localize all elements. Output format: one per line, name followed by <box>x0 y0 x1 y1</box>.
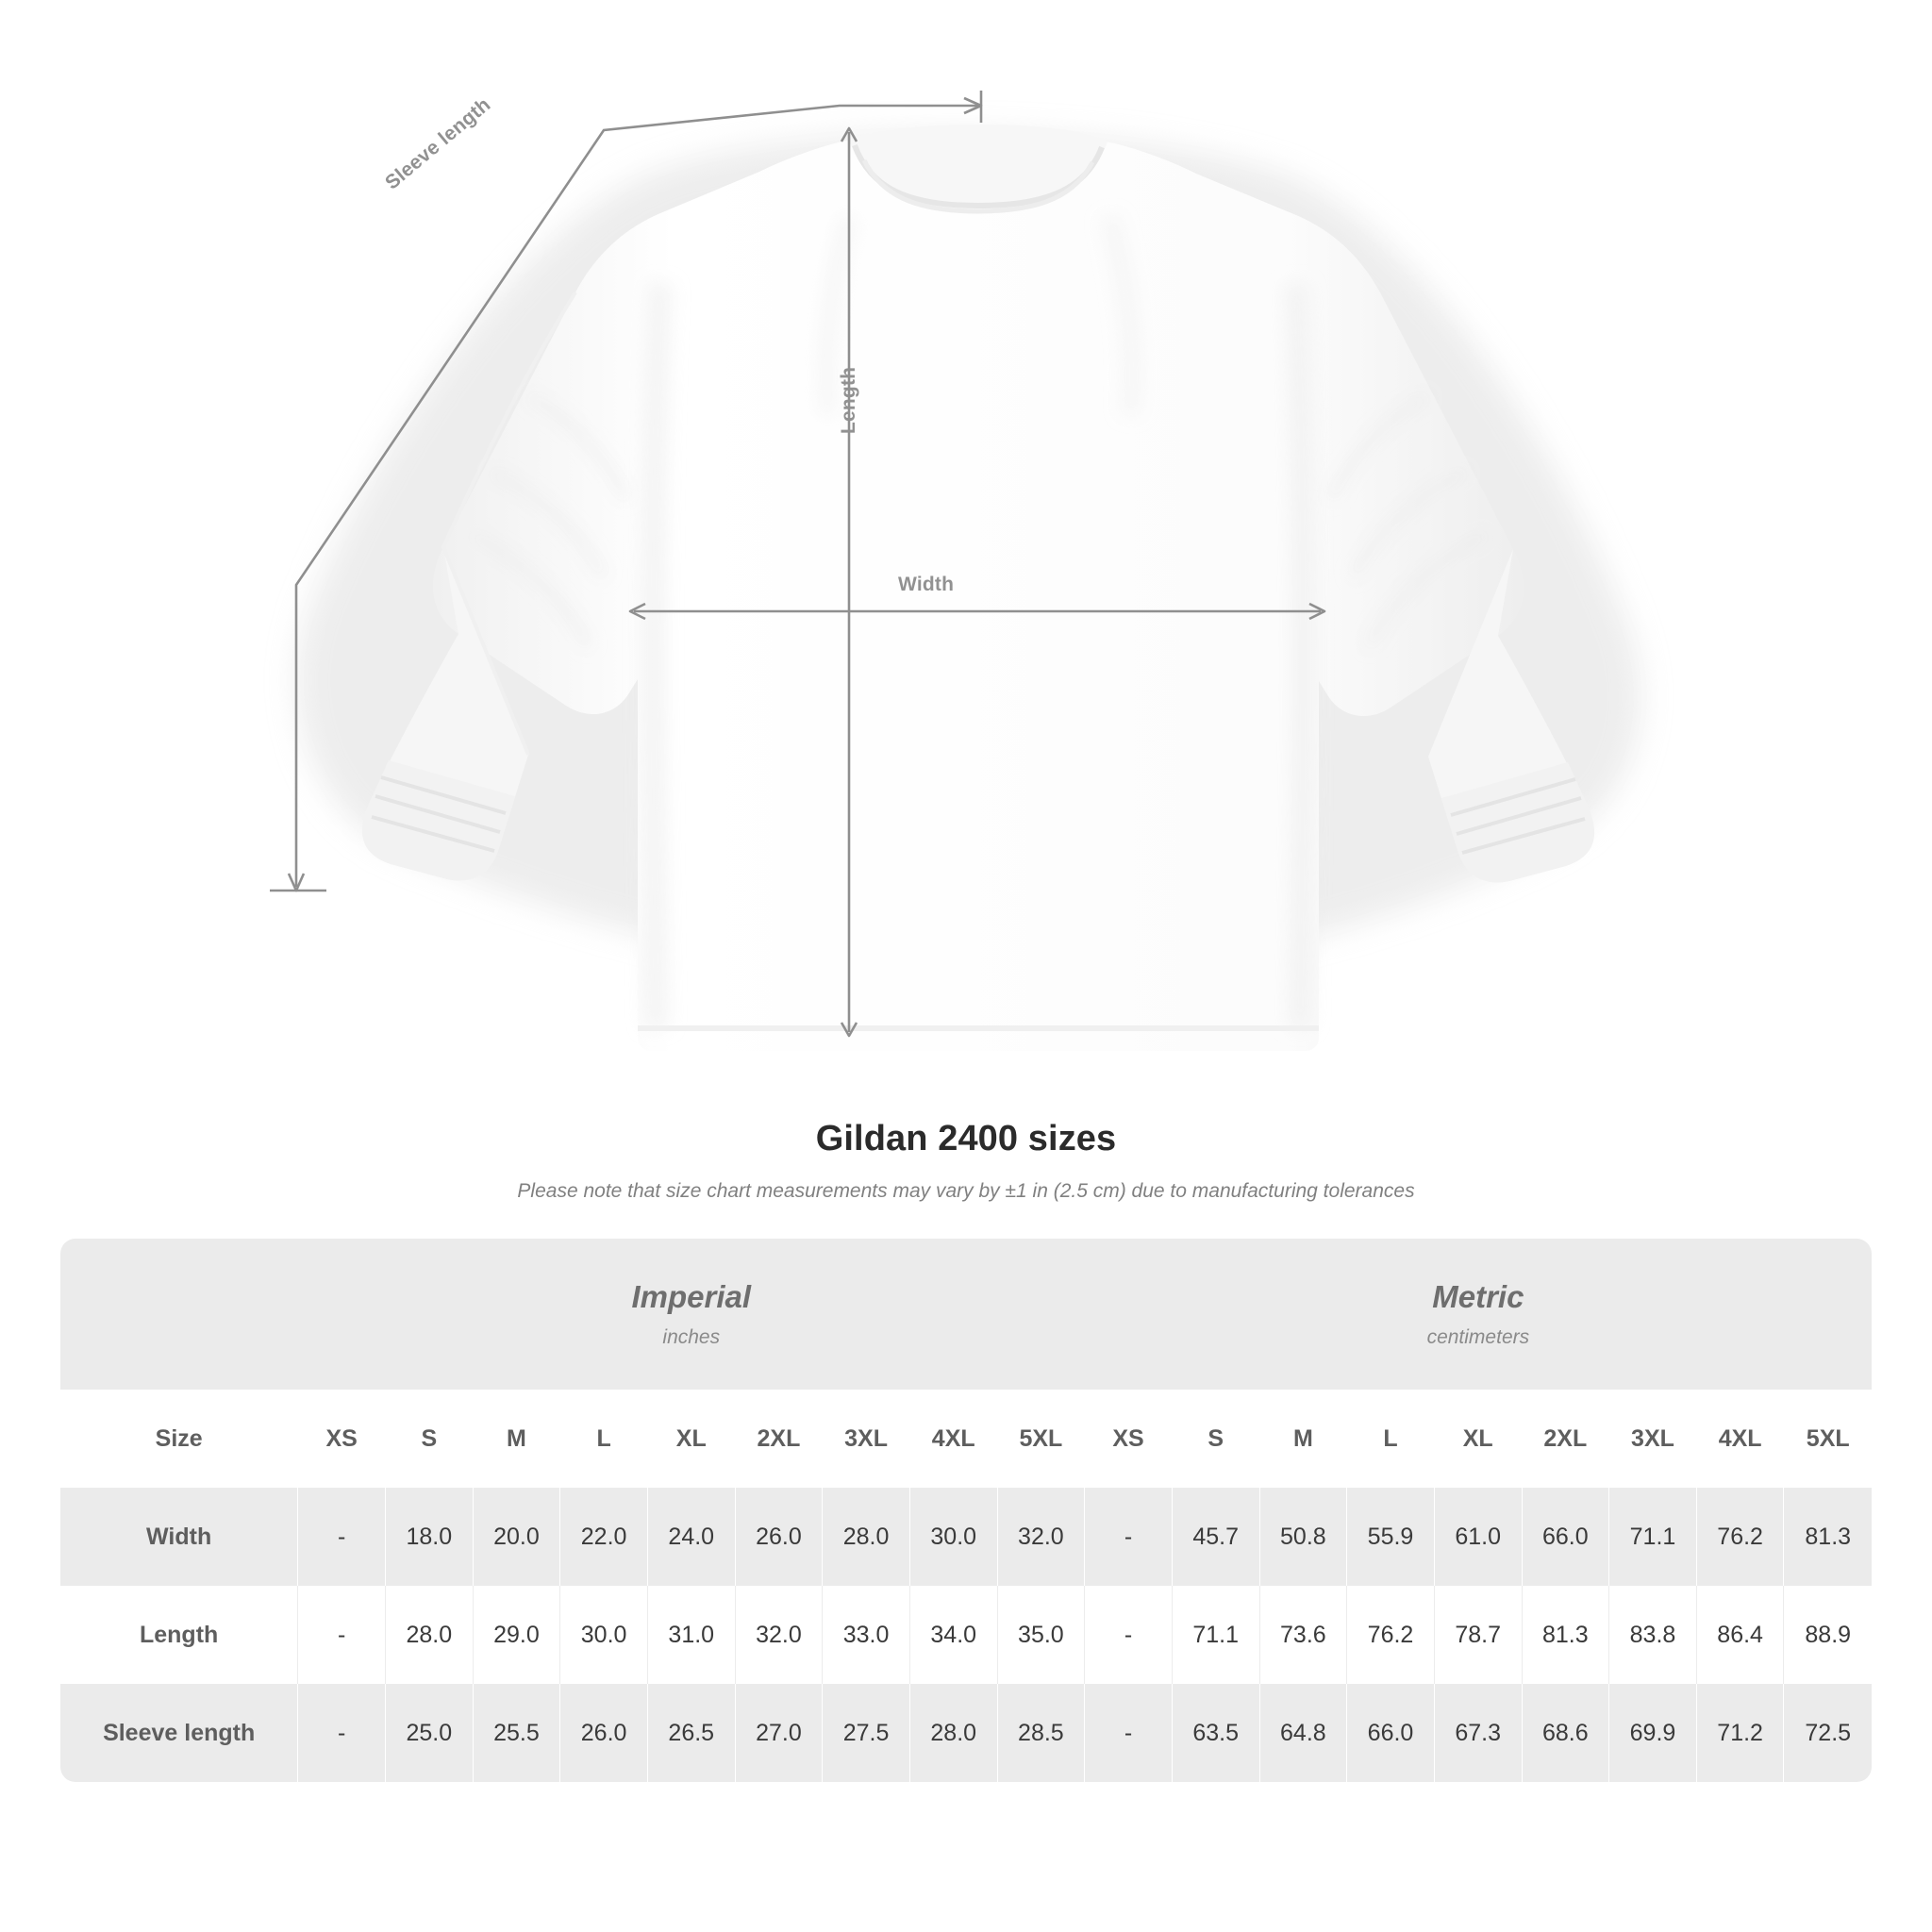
page-title: Gildan 2400 sizes <box>815 1119 1117 1158</box>
size-header-imperial-s: S <box>385 1390 473 1488</box>
length-dimension-label: Length <box>838 366 859 434</box>
width-imperial-s: 18.0 <box>385 1488 473 1586</box>
sleeve-metric-2xl: 68.6 <box>1522 1684 1609 1782</box>
system-header-row <box>60 1239 1872 1390</box>
sleeve-metric-xl: 67.3 <box>1434 1684 1522 1782</box>
system-imperial-unit: inches <box>662 1326 721 1348</box>
length-imperial-xl: 31.0 <box>647 1586 735 1684</box>
length-metric-m: 73.6 <box>1259 1586 1347 1684</box>
page-subtitle: Please note that size chart measurements may vary by ±1 in (2.5 cm) due to manufacturing tolerances <box>517 1180 1415 1202</box>
sleeve-imperial-2xl: 27.0 <box>735 1684 823 1782</box>
width-imperial-xl: 24.0 <box>647 1488 735 1586</box>
length-metric-5xl: 88.9 <box>1784 1586 1872 1684</box>
size-header-imperial-4xl: 4XL <box>909 1390 997 1488</box>
system-imperial-name: Imperial <box>631 1279 752 1314</box>
length-metric-s: 71.1 <box>1172 1586 1259 1684</box>
system-metric <box>1085 1239 1872 1390</box>
sleeve-metric-m: 64.8 <box>1259 1684 1347 1782</box>
length-imperial-5xl: 35.0 <box>997 1586 1085 1684</box>
width-metric-l: 55.9 <box>1347 1488 1435 1586</box>
size-header-imperial-xl: XL <box>647 1390 735 1488</box>
sleeve-imperial-xs: - <box>298 1684 386 1782</box>
sleeve-imperial-s: 25.0 <box>385 1684 473 1782</box>
width-imperial-5xl: 32.0 <box>997 1488 1085 1586</box>
length-metric-l: 76.2 <box>1347 1586 1435 1684</box>
size-header-metric-4xl: 4XL <box>1696 1390 1784 1488</box>
size-header-metric-2xl: 2XL <box>1522 1390 1609 1488</box>
sleeve-imperial-5xl: 28.5 <box>997 1684 1085 1782</box>
length-metric-2xl: 81.3 <box>1522 1586 1609 1684</box>
size-header-metric-m: M <box>1259 1390 1347 1488</box>
sleeve-metric-4xl: 71.2 <box>1696 1684 1784 1782</box>
sleeve-length-dimension-label: Sleeve length <box>381 93 495 194</box>
size-header-row <box>60 1390 1872 1488</box>
table-row <box>60 1586 1872 1684</box>
size-header-metric-xl: XL <box>1434 1390 1522 1488</box>
length-imperial-xs: - <box>298 1586 386 1684</box>
system-header-spacer <box>60 1239 298 1390</box>
sleeve-metric-xs: - <box>1085 1684 1173 1782</box>
size-header-imperial-xs: XS <box>298 1390 386 1488</box>
size-header-metric-3xl: 3XL <box>1609 1390 1697 1488</box>
sleeve-metric-3xl: 69.9 <box>1609 1684 1697 1782</box>
size-header-metric-xs: XS <box>1085 1390 1173 1488</box>
width-metric-s: 45.7 <box>1172 1488 1259 1586</box>
width-imperial-xs: - <box>298 1488 386 1586</box>
row-label-length: Length <box>139 1621 219 1648</box>
sleeve-imperial-xl: 26.5 <box>647 1684 735 1782</box>
size-header-metric-l: L <box>1347 1390 1435 1488</box>
width-imperial-l: 22.0 <box>560 1488 648 1586</box>
width-imperial-4xl: 30.0 <box>909 1488 997 1586</box>
length-imperial-2xl: 32.0 <box>735 1586 823 1684</box>
width-metric-2xl: 66.0 <box>1522 1488 1609 1586</box>
width-dimension-label: Width <box>898 574 955 595</box>
width-metric-5xl: 81.3 <box>1784 1488 1872 1586</box>
sleeve-imperial-3xl: 27.5 <box>823 1684 910 1782</box>
table-row <box>60 1488 1872 1586</box>
size-header-imperial-2xl: 2XL <box>735 1390 823 1488</box>
row-label-width: Width <box>60 1488 298 1586</box>
width-metric-3xl: 71.1 <box>1609 1488 1697 1586</box>
size-table <box>60 1239 1872 1782</box>
length-imperial-l: 30.0 <box>560 1586 648 1684</box>
length-metric-xl: 78.7 <box>1434 1586 1522 1684</box>
length-metric-3xl: 83.8 <box>1609 1586 1697 1684</box>
sleeve-metric-l: 66.0 <box>1347 1684 1435 1782</box>
length-imperial-3xl: 33.0 <box>823 1586 910 1684</box>
size-table-wrapper <box>60 1239 1872 1782</box>
size-header-metric-s: S <box>1172 1390 1259 1488</box>
sleeve-metric-s: 63.5 <box>1172 1684 1259 1782</box>
width-metric-4xl: 76.2 <box>1696 1488 1784 1586</box>
width-metric-m: 50.8 <box>1259 1488 1347 1586</box>
sleeve-imperial-l: 26.0 <box>560 1684 648 1782</box>
row-label-sleeve-length: Sleeve length <box>60 1684 298 1782</box>
length-imperial-4xl: 34.0 <box>909 1586 997 1684</box>
size-header-imperial-5xl: 5XL <box>997 1390 1085 1488</box>
sleeve-imperial-m: 25.5 <box>473 1684 560 1782</box>
table-row <box>60 1684 1872 1782</box>
size-header-metric-5xl: 5XL <box>1784 1390 1872 1488</box>
sleeve-imperial-4xl: 28.0 <box>909 1684 997 1782</box>
length-metric-xs: - <box>1085 1586 1173 1684</box>
width-imperial-3xl: 28.0 <box>823 1488 910 1586</box>
system-metric-name: Metric <box>1432 1279 1524 1314</box>
width-metric-xs: - <box>1085 1488 1173 1586</box>
sleeve-metric-5xl: 72.5 <box>1784 1684 1872 1782</box>
title-block <box>0 1119 1932 1203</box>
size-header-imperial-l: L <box>560 1390 648 1488</box>
length-metric-4xl: 86.4 <box>1696 1586 1784 1684</box>
size-header-imperial-m: M <box>473 1390 560 1488</box>
system-imperial <box>298 1239 1085 1390</box>
length-imperial-m: 29.0 <box>473 1586 560 1684</box>
size-header-imperial-3xl: 3XL <box>823 1390 910 1488</box>
system-metric-unit: centimeters <box>1426 1326 1530 1348</box>
width-metric-xl: 61.0 <box>1434 1488 1522 1586</box>
width-imperial-2xl: 26.0 <box>735 1488 823 1586</box>
width-imperial-m: 20.0 <box>473 1488 560 1586</box>
size-header-label: Size <box>60 1390 298 1488</box>
length-imperial-s: 28.0 <box>385 1586 473 1684</box>
